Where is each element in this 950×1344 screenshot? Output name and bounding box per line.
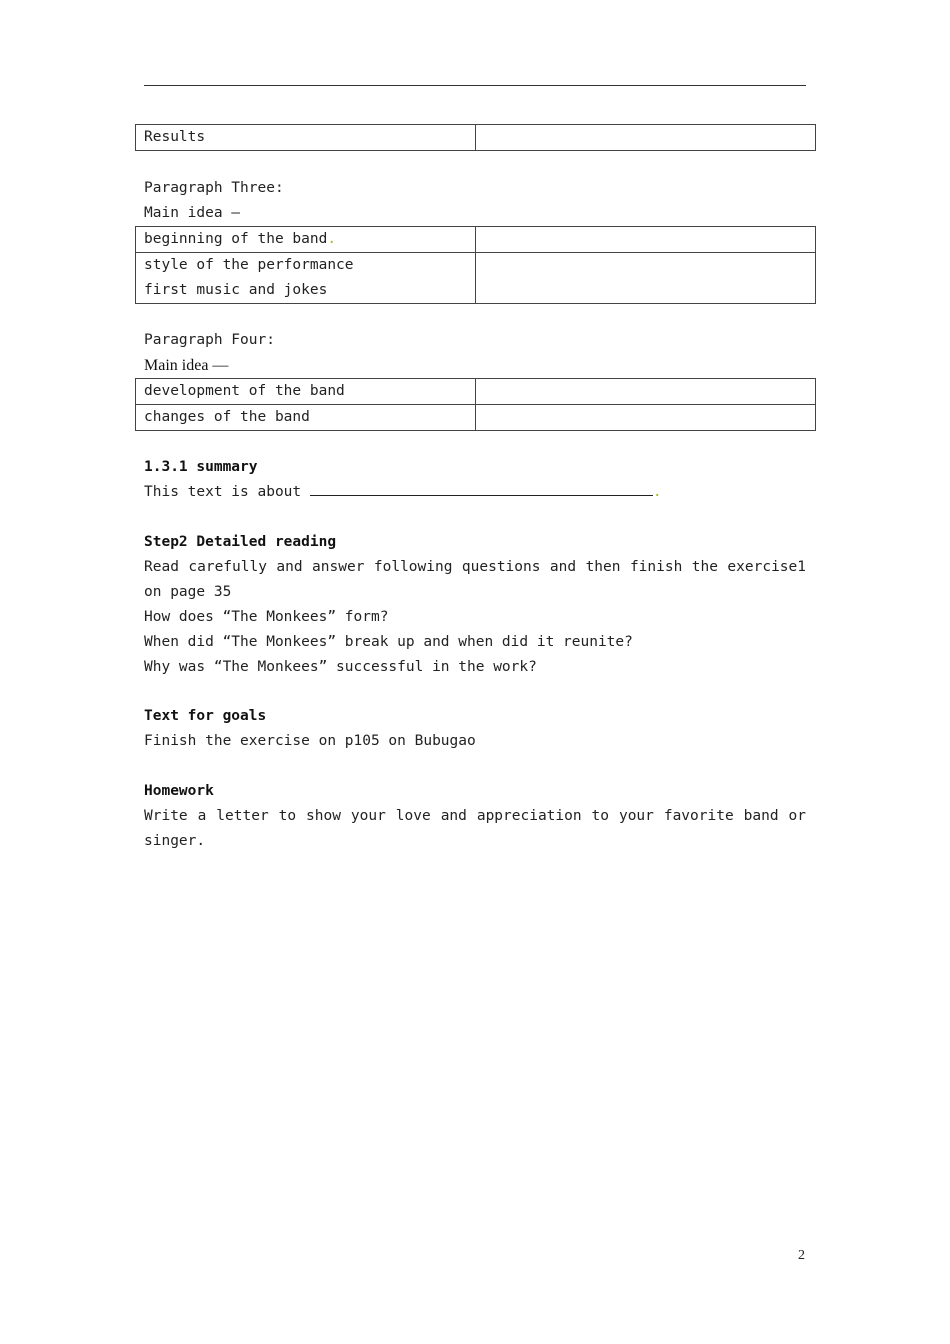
question-2: When did “The Monkees” break up and when did it reunite?: [144, 634, 633, 650]
paragraph-three-heading: Paragraph Three:: [144, 180, 284, 196]
goals-text: Finish the exercise on p105 on Bubugao: [144, 733, 476, 749]
summary-line: This text is about .: [144, 480, 662, 505]
step2-heading: Step2 Detailed reading: [144, 534, 337, 550]
paragraph-four-heading: Paragraph Four:: [144, 332, 275, 348]
table-cell: style of the performance first music and jokes: [136, 253, 476, 304]
question-1: How does “The Monkees” form?: [144, 609, 389, 625]
table-row: [136, 227, 816, 253]
table-cell[interactable]: [476, 125, 816, 151]
table-row: [136, 125, 816, 151]
homework-text: Write a letter to show your love and appreciation to your favorite band or singer.: [144, 808, 806, 849]
results-table: [135, 124, 816, 151]
header-rule: [144, 85, 806, 86]
table-cell: Results: [136, 125, 476, 151]
table-row: [136, 405, 816, 431]
goals-heading: Text for goals: [144, 708, 267, 724]
homework-heading: Homework: [144, 783, 214, 799]
summary-text: This text is about: [144, 484, 310, 500]
table-cell[interactable]: [476, 405, 816, 431]
table-cell[interactable]: [476, 379, 816, 405]
table-row: [136, 379, 816, 405]
page-number: 2: [798, 1248, 805, 1263]
table-cell: development of the band: [136, 379, 476, 405]
question-3: Why was “The Monkees” successful in the work?: [144, 659, 537, 675]
table-cell[interactable]: [476, 227, 816, 253]
summary-heading: 1.3.1 summary: [144, 459, 258, 475]
table-row: [136, 253, 816, 304]
paragraph-four-main-idea: Main idea —: [144, 357, 229, 374]
paragraph-three-table: [135, 226, 816, 304]
table-cell[interactable]: [476, 253, 816, 304]
table-cell: beginning of the band.: [136, 227, 476, 253]
summary-blank[interactable]: [310, 481, 653, 496]
paragraph-four-table: [135, 378, 816, 431]
paragraph-three-main-idea: Main idea —: [144, 205, 241, 221]
table-cell: changes of the band: [136, 405, 476, 431]
step2-instruction: Read carefully and answer following questions and then finish the exercise1 on page 35: [144, 559, 806, 600]
